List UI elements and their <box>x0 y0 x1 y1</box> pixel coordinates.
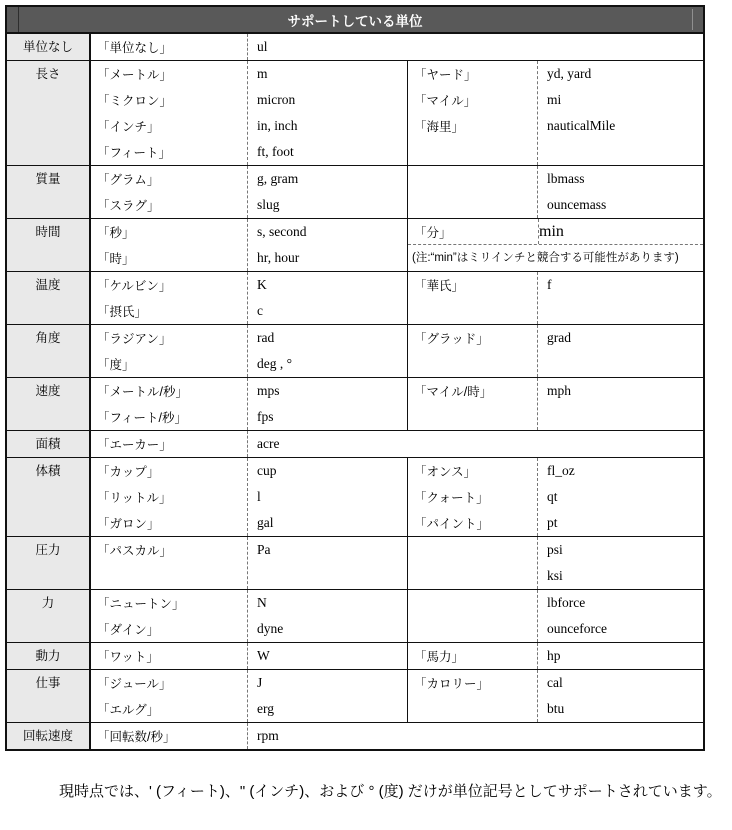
unit-symbol: hr, hour <box>257 250 300 265</box>
unit-symbol: l <box>257 489 261 504</box>
time-right-group <box>407 219 703 271</box>
unit-name-cell <box>91 643 247 669</box>
unit-name: 「分」 <box>414 225 452 240</box>
table-header <box>7 7 703 34</box>
unit-symbol: micron <box>257 92 296 107</box>
unit-symbol: gal <box>257 515 274 530</box>
unit-symbol: btu <box>547 701 565 716</box>
unit-name <box>408 537 537 563</box>
unit-symbol-cell <box>247 166 407 218</box>
unit-symbol: fl_oz <box>547 463 575 478</box>
unit-symbol: fps <box>257 409 274 424</box>
category-cell: 力 <box>7 590 91 642</box>
unit-name: 「グラッド」 <box>414 332 489 346</box>
unit-name <box>408 590 537 616</box>
unit-symbol: mps <box>257 383 280 398</box>
unit-name-cell <box>407 325 537 377</box>
units-table <box>5 5 705 751</box>
unit-name: 「馬力」 <box>414 650 465 664</box>
unit-name-cell <box>407 643 537 669</box>
table-row <box>7 271 703 324</box>
unit-symbol: min <box>538 219 703 244</box>
unit-symbol: deg , ° <box>257 356 293 371</box>
table-row <box>7 60 703 165</box>
unit-symbol-cell <box>537 670 703 722</box>
unit-symbol-cell <box>247 61 407 165</box>
unit-name: 「ミクロン」 <box>97 94 173 108</box>
unit-name-cell <box>407 458 537 536</box>
unit-symbol: J <box>257 675 263 690</box>
table-row <box>7 165 703 218</box>
unit-symbol-cell <box>247 431 703 457</box>
unit-symbol: mi <box>547 92 562 107</box>
unit-symbol: mph <box>547 383 572 398</box>
unit-name: 「ケルビン」 <box>97 279 172 293</box>
footer-text: 現時点では、' (フィート)、" (インチ)、および ° (度) だけが単位記号としてサポートされています。 <box>59 783 722 800</box>
unit-name: 「ニュートン」 <box>97 597 185 611</box>
unit-name: 「グラム」 <box>97 173 160 187</box>
unit-name: 「華氏」 <box>414 279 465 293</box>
unit-symbol: hp <box>547 648 561 663</box>
unit-name: 「ヤード」 <box>414 68 477 82</box>
unit-symbol: qt <box>547 489 558 504</box>
unit-symbol: ksi <box>547 568 563 583</box>
unit-symbol: f <box>547 277 552 292</box>
unit-symbol-cell <box>247 723 703 749</box>
unit-name-cell <box>407 166 537 218</box>
unit-symbol: erg <box>257 701 274 716</box>
unit-symbol: dyne <box>257 621 284 636</box>
unit-name: 「ガロン」 <box>97 517 160 531</box>
category-cell: 面積 <box>7 431 91 457</box>
category-cell: 体積 <box>7 458 91 536</box>
category-cell: 圧力 <box>7 537 91 589</box>
table-row <box>7 430 703 457</box>
unit-name <box>408 192 537 218</box>
category-cell: 動力 <box>7 643 91 669</box>
table-row <box>7 589 703 642</box>
table-row <box>7 324 703 377</box>
unit-symbol-cell <box>537 643 703 669</box>
category-cell: 質量 <box>7 166 91 218</box>
unit-symbol-cell <box>247 378 407 430</box>
unit-symbol: ul <box>257 39 268 54</box>
unit-symbol: Pa <box>257 542 271 557</box>
unit-name-cell <box>407 590 537 642</box>
unit-symbol-cell <box>537 590 703 642</box>
unit-symbol: s, second <box>257 224 307 239</box>
note-text: (注:“min”はミリインチと競合する可能性があります) <box>412 252 679 264</box>
unit-name: 「マイル/時」 <box>414 385 493 399</box>
unit-symbol: rad <box>257 330 275 345</box>
unit-symbol-cell <box>247 325 407 377</box>
unit-symbol-cell <box>247 670 407 722</box>
unit-symbol: grad <box>547 330 571 345</box>
unit-symbol: g, gram <box>257 171 299 186</box>
category-cell: 時間 <box>7 219 91 271</box>
unit-name: 「ジュール」 <box>97 677 172 691</box>
unit-symbol: in, inch <box>257 118 298 133</box>
unit-name-cell <box>91 590 247 642</box>
unit-name-cell <box>407 537 537 589</box>
unit-name: 「インチ」 <box>97 120 160 134</box>
category-cell: 速度 <box>7 378 91 430</box>
unit-symbol: acre <box>257 436 280 451</box>
unit-symbol: nauticalMile <box>547 118 616 133</box>
unit-symbol-cell <box>247 643 407 669</box>
unit-symbol: yd, yard <box>547 66 592 81</box>
table-row <box>7 218 703 271</box>
unit-name: 「ダイン」 <box>97 623 160 637</box>
category-cell: 温度 <box>7 272 91 324</box>
unit-name: 「パイント」 <box>414 517 490 531</box>
unit-symbol: psi <box>547 542 563 557</box>
unit-name: 「摂氏」 <box>97 305 148 319</box>
unit-name <box>408 616 537 642</box>
unit-symbol-cell <box>537 537 703 589</box>
unit-name: 「ラジアン」 <box>97 332 172 346</box>
table-row <box>7 669 703 722</box>
unit-symbol: N <box>257 595 267 610</box>
unit-symbol: pt <box>547 515 558 530</box>
unit-symbol-cell <box>247 537 407 589</box>
unit-name: 「度」 <box>97 358 135 372</box>
unit-symbol-cell <box>247 34 703 60</box>
unit-symbol <box>248 563 407 589</box>
unit-name <box>91 563 247 589</box>
unit-name-cell <box>407 61 537 165</box>
unit-name-cell <box>91 61 247 165</box>
unit-name-cell <box>91 219 247 271</box>
unit-name-cell <box>91 670 247 722</box>
unit-symbol-cell <box>537 458 703 536</box>
table-row <box>7 536 703 589</box>
unit-symbol-cell <box>537 378 703 430</box>
unit-symbol-cell <box>537 166 703 218</box>
unit-name <box>408 563 537 589</box>
category-cell: 角度 <box>7 325 91 377</box>
unit-symbol: W <box>257 648 270 663</box>
unit-symbol-cell <box>537 61 703 165</box>
unit-name: 「カロリー」 <box>414 677 490 691</box>
table-row <box>7 377 703 430</box>
unit-name-cell <box>91 431 247 457</box>
unit-symbol-cell <box>537 272 703 324</box>
unit-name-cell <box>91 272 247 324</box>
minute-row <box>408 219 703 245</box>
table-row <box>7 457 703 536</box>
unit-name-cell <box>91 723 247 749</box>
unit-name: 「オンス」 <box>414 465 477 479</box>
unit-name-cell <box>91 537 247 589</box>
unit-symbol: cal <box>547 675 563 690</box>
unit-name: 「パスカル」 <box>97 544 173 558</box>
unit-symbol: K <box>257 277 267 292</box>
unit-name: 「時」 <box>97 252 135 266</box>
category-cell: 仕事 <box>7 670 91 722</box>
unit-name: 「メートル/秒」 <box>97 385 188 399</box>
table-body <box>7 34 703 749</box>
unit-name: 「ワット」 <box>97 650 159 664</box>
unit-name: 「メートル」 <box>97 68 173 82</box>
unit-name: 「クォート」 <box>414 491 489 505</box>
table-row <box>7 34 703 60</box>
unit-symbol: rpm <box>257 728 279 743</box>
unit-symbol: slug <box>257 197 280 212</box>
unit-name: 「海里」 <box>414 120 465 134</box>
unit-name-cell <box>91 166 247 218</box>
unit-symbol: ouncemass <box>547 197 607 212</box>
unit-symbol: ounceforce <box>547 621 607 636</box>
unit-name-cell <box>91 378 247 430</box>
unit-symbol-cell <box>247 272 407 324</box>
unit-name-cell <box>91 325 247 377</box>
unit-name-cell <box>407 272 537 324</box>
unit-symbol: m <box>257 66 268 81</box>
unit-name: 「回転数/秒」 <box>97 730 176 744</box>
table-row <box>7 722 703 749</box>
unit-symbol: c <box>257 303 263 318</box>
unit-symbol-cell <box>247 219 407 271</box>
unit-name: 「マイル」 <box>414 94 477 108</box>
unit-symbol: cup <box>257 463 277 478</box>
unit-name: 「カップ」 <box>97 465 160 479</box>
unit-symbol-cell <box>247 458 407 536</box>
unit-name: 「エーカー」 <box>97 438 172 452</box>
table-row <box>7 642 703 669</box>
unit-name-cell <box>91 458 247 536</box>
unit-name: 「リットル」 <box>97 491 172 505</box>
unit-name: 「エルグ」 <box>97 703 160 717</box>
unit-symbol: lbforce <box>547 595 586 610</box>
unit-symbol-cell <box>537 325 703 377</box>
table-title: サポートしている単位 <box>287 13 423 29</box>
unit-name: 「スラグ」 <box>97 199 160 213</box>
category-cell: 回転速度 <box>7 723 91 749</box>
unit-name: 「単位なし」 <box>97 41 173 55</box>
unit-name <box>408 166 537 192</box>
unit-symbol-cell <box>247 590 407 642</box>
unit-symbol: ft, foot <box>257 144 294 159</box>
unit-name-cell <box>91 34 247 60</box>
unit-name: 「秒」 <box>97 226 135 240</box>
unit-name-cell <box>407 670 537 722</box>
unit-name: 「フィート/秒」 <box>97 411 187 425</box>
category-cell: 単位なし <box>7 34 91 60</box>
unit-name <box>408 696 537 722</box>
unit-name-cell <box>407 378 537 430</box>
unit-symbol: lbmass <box>547 171 585 186</box>
category-cell: 長さ <box>7 61 91 165</box>
unit-name: 「フィート」 <box>97 146 172 160</box>
